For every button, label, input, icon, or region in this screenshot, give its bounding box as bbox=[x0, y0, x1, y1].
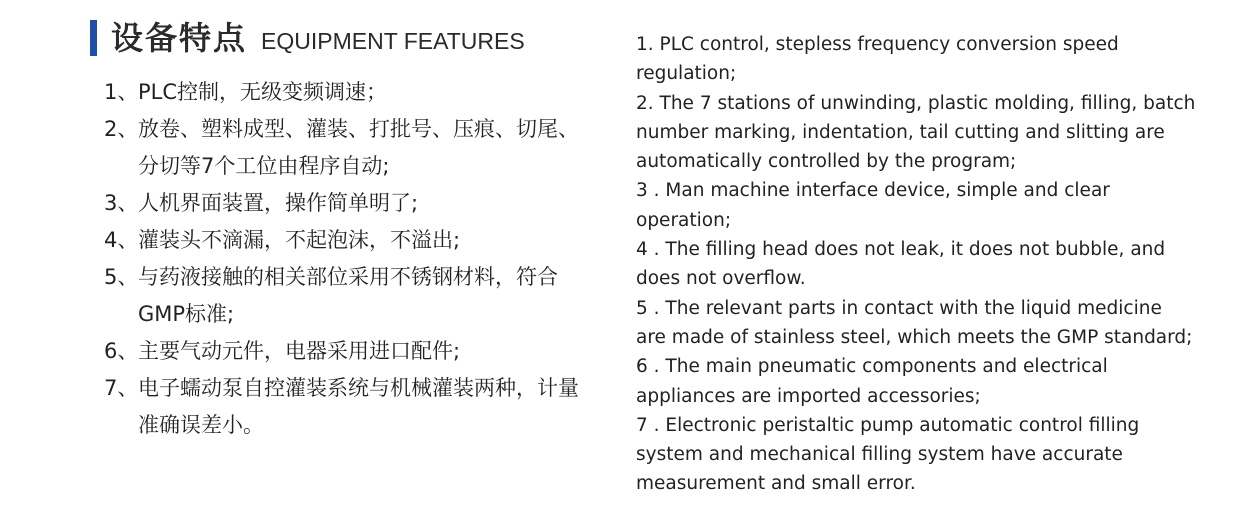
feature-list-en bbox=[636, 30, 1196, 499]
feature-item-cn bbox=[104, 185, 594, 222]
feature-list-cn bbox=[104, 74, 594, 444]
feature-item-cn bbox=[104, 370, 594, 444]
feature-item-cn bbox=[104, 111, 594, 185]
feature-item-cn bbox=[104, 74, 594, 111]
feature-text: 主要气动元件，电器采用进口配件; bbox=[138, 339, 461, 363]
feature-text: 人机界面装置，操作简单明了; bbox=[138, 191, 419, 215]
feature-number: 4、 bbox=[104, 228, 139, 252]
feature-item-en: 2. The 7 stations of unwinding, plastic molding, filling, batch number marking, indentation, tail cutting and slitting are automatically controlled by the program; bbox=[636, 92, 1196, 173]
feature-text: 电子蠕动泵自控灌装系统与机械灌装两种，计量准确误差小。 bbox=[138, 376, 579, 437]
section-header bbox=[90, 16, 525, 60]
accent-bar bbox=[90, 20, 97, 56]
feature-text: PLC控制，无级变频调速； bbox=[138, 80, 388, 104]
feature-number: 5、 bbox=[104, 265, 139, 289]
section-title-cn: 设备特点 bbox=[111, 19, 248, 57]
feature-item-en: 3 . Man machine interface device, simple and clear operation; bbox=[636, 180, 1110, 231]
feature-text: 灌装头不滴漏，不起泡沫，不溢出; bbox=[138, 228, 461, 252]
feature-item-cn bbox=[104, 259, 594, 333]
feature-item-en: 6 . The main pneumatic components and electrical appliances are imported accessories; bbox=[636, 356, 1108, 407]
feature-item-en: 5 . The relevant parts in contact with the liquid medicine are made of stainless steel, which meets the GMP standard; bbox=[636, 297, 1193, 348]
section-title-en: EQUIPMENT FEATURES bbox=[261, 28, 525, 54]
feature-text: 放卷、塑料成型、灌装、打批号、压痕、切尾、分切等7个工位由程序自动; bbox=[138, 117, 579, 178]
feature-item-en: 1. PLC control, stepless frequency conversion speed regulation; bbox=[636, 34, 1119, 85]
feature-number: 6、 bbox=[104, 339, 139, 363]
feature-number: 1、 bbox=[104, 80, 139, 104]
feature-item-en: 4 . The filling head does not leak, it does not bubble, and does not overflow. bbox=[636, 239, 1166, 290]
feature-item-cn bbox=[104, 333, 594, 370]
feature-number: 3、 bbox=[104, 191, 139, 215]
feature-number: 2、 bbox=[104, 117, 139, 141]
feature-item-cn bbox=[104, 222, 594, 259]
feature-number: 7、 bbox=[104, 376, 139, 400]
feature-item-en: 7 . Electronic peristaltic pump automatic control filling system and mechanical filling system have accurate measurement and small error. bbox=[636, 414, 1140, 495]
feature-text: 与药液接触的相关部位采用不锈钢材料，符合GMP标准; bbox=[138, 265, 558, 326]
